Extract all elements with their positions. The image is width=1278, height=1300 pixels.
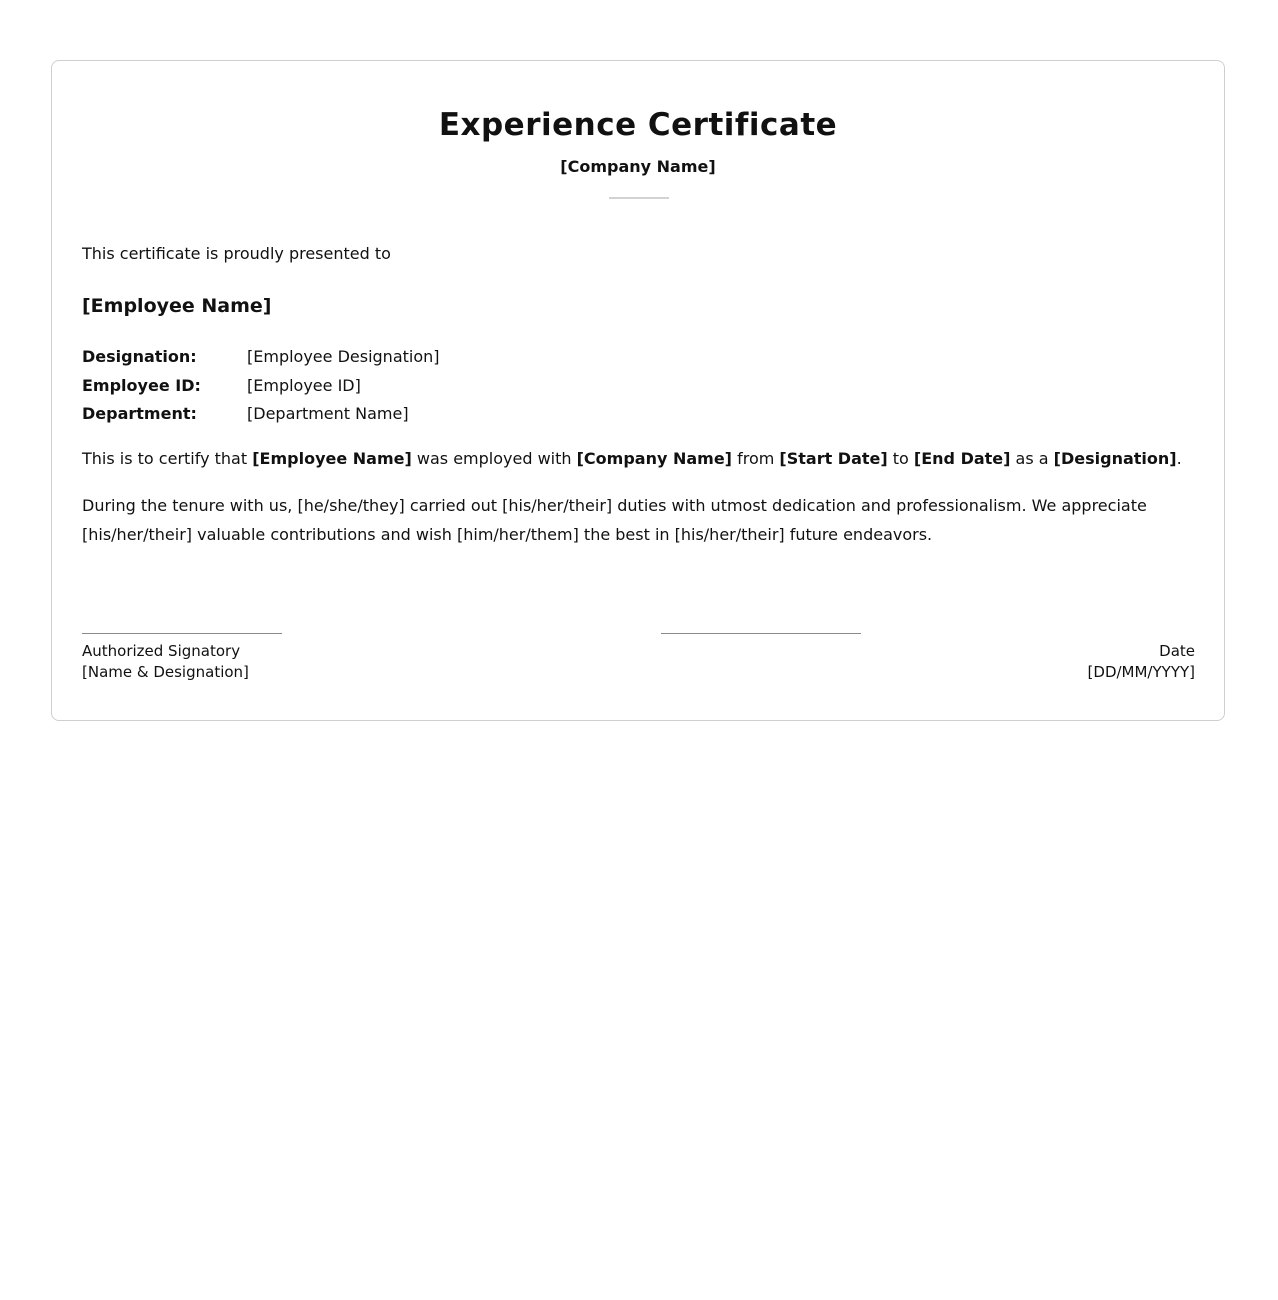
detail-value: [Employee ID] [247, 375, 361, 395]
date-line [661, 633, 861, 634]
presented-text: This certificate is proudly presented to [82, 244, 391, 263]
detail-label: Designation: [82, 347, 197, 366]
certify-text: from [732, 449, 780, 468]
signature-line [82, 633, 282, 634]
company-name: [Company Name] [560, 157, 716, 176]
certify-text: as a [1010, 449, 1054, 468]
employee-name: [Employee Name] [82, 295, 272, 317]
title-divider [609, 197, 669, 199]
detail-row-employee-id [82, 374, 682, 403]
detail-row-department [82, 402, 682, 431]
certify-text: . [1176, 449, 1182, 468]
certificate-card [51, 60, 1225, 721]
signatory-block [82, 641, 249, 683]
detail-row-designation [82, 345, 682, 374]
certify-text: was employed with [411, 449, 577, 468]
signatory-name: [Name & Designation] [82, 663, 249, 681]
detail-value: [Employee Designation] [247, 347, 440, 366]
certify-statement [82, 447, 1182, 471]
date-value: [DD/MM/YYYY] [1087, 663, 1195, 681]
certify-text: This is to certify that [82, 449, 253, 468]
employee-details [82, 345, 682, 431]
certify-text: to [887, 449, 914, 468]
certify-employee-name: [Employee Name] [252, 449, 412, 468]
date-block [1088, 641, 1195, 683]
tenure-paragraph: During the tenure with us, [he/she/they] carried out [his/her/their] duties with utmost dedication and professionalism. We appreciate [his/her/their] valuable contributions and wish [him/her/them] the best in [his/her/their] future endeavors. [82, 496, 1147, 544]
date-label: Date [1159, 642, 1195, 660]
certify-designation: [Designation] [1053, 449, 1177, 468]
detail-label: Employee ID: [82, 375, 201, 395]
certify-end-date: [End Date] [913, 449, 1011, 468]
signatory-label: Authorized Signatory [82, 642, 241, 660]
certificate-title: Experience Certificate [438, 107, 838, 143]
detail-label: Department: [82, 404, 197, 423]
certify-company-name: [Company Name] [576, 449, 732, 468]
certify-start-date: [Start Date] [779, 449, 888, 468]
detail-value: [Department Name] [247, 404, 409, 423]
